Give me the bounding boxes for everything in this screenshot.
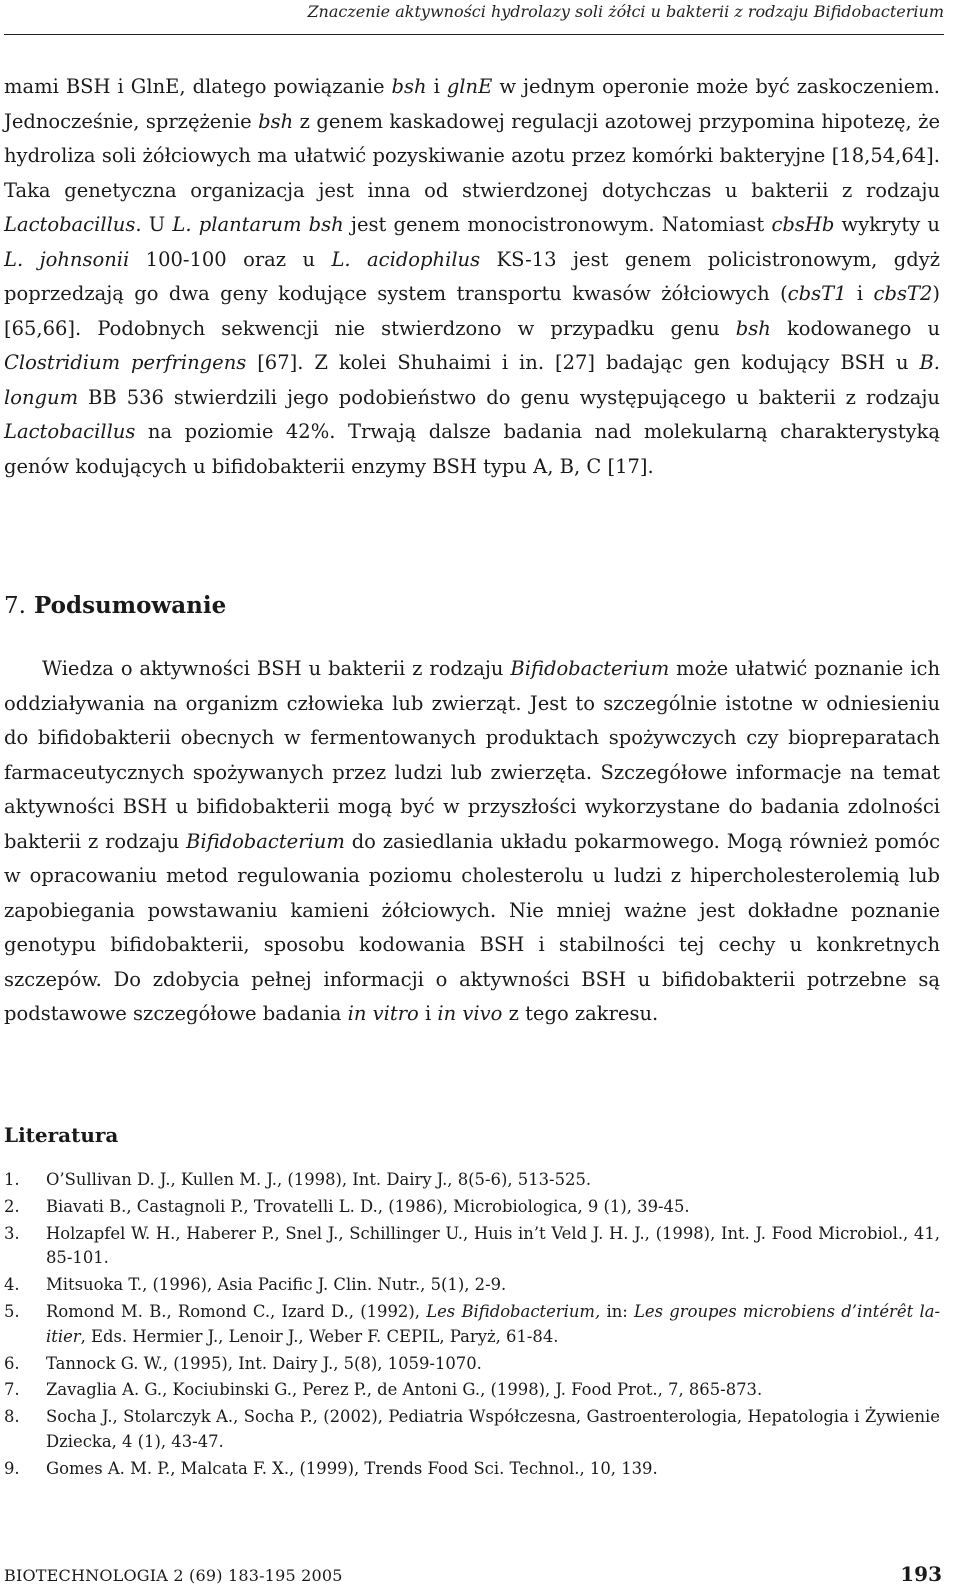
paragraph-1-run: ) [65,66]. Podobnych sekwencji nie stwierdzono w przypadku genu — [4, 282, 940, 340]
paragraph-1-run: cbsHb — [771, 213, 835, 236]
paragraph-1-run: i — [846, 282, 874, 305]
literature-heading: Literatura — [4, 1123, 119, 1147]
reference-text-run: Biavati B., Castagnoli P., Trovatelli L. D., (1986), Microbiologica, 9 (1), 39-45. — [46, 1196, 690, 1216]
reference-number: 6. — [4, 1353, 20, 1373]
paragraph-1-run: glnE — [446, 75, 493, 98]
reference-text-run: , Eds. Hermier J., Lenoir J., Weber F. CEPIL, Paryż, 61-84. — [80, 1326, 559, 1346]
reference-number: 1. — [4, 1170, 20, 1189]
paragraph-1-run: Clostridium perfringens — [4, 351, 247, 374]
reference-text-run: Les Bifidobacterium, — [426, 1301, 601, 1321]
paragraph-1-run: z genem kaskadowej regulacji azotowej przypomina hipotezę, że hydroliza soli żółciowych ma ułatwić pozyskiwanie azotu przez komórki bakteryjne [18,54,64]. Taka genetyczna organizacja jest inna od stwierdzonej dotychczas u bakterii z rodzaju — [4, 109, 940, 202]
reference-number: 3. — [4, 1223, 20, 1243]
paragraph-1-run: na poziomie 42%. Trwają dalsze badania nad molekularną charakterystyką genów kodujących u bifidobakterii enzymy BSH typu A, B, C [17]. — [4, 420, 940, 478]
reference-number: 2. — [4, 1196, 20, 1216]
running-header: Znaczenie aktywności hydrolazy soli żółci u bakterii z rodzaju Bifidobacterium — [307, 2, 944, 21]
reference-number: 7. — [4, 1380, 20, 1400]
reference-item — [4, 1378, 940, 1403]
paragraph-1-run: wykryty u — [834, 213, 940, 236]
reference-number: 9. — [4, 1458, 20, 1478]
paragraph-2-run: Wiedza o aktywności BSH u bakterii z rodzaju — [42, 657, 511, 680]
paragraph-1-run: bsh — [258, 109, 294, 133]
reference-item — [4, 1457, 940, 1482]
paragraph-1-run: bsh — [735, 316, 771, 340]
paragraph-1-run: . U — [135, 213, 173, 236]
paragraph-1-run: B. longum — [4, 351, 940, 409]
reference-text-run: Zavaglia A. G., Kociubinski G., Perez P., de Antoni G., (1998), J. Food Prot., 7, 865-873. — [46, 1380, 763, 1400]
reference-item — [4, 1168, 940, 1193]
footer-journal: BIOTECHNOLOGIA 2 (69) 183-195 2005 — [4, 1566, 343, 1585]
paragraph-1-run: jest genem monocistronowym. Natomiast — [343, 213, 772, 236]
paragraph-2-run: Bifidobacterium — [510, 657, 670, 680]
reference-text-run: Romond M. B., Romond C., Izard D., (1992), — [46, 1301, 427, 1321]
reference-item — [4, 1352, 940, 1377]
paragraph-1-run: Lactobacillus — [4, 213, 136, 236]
paragraph-2-run: może ułatwić poznanie ich oddziaływania na organizm człowieka lub zwierząt. Jest to szczególnie istotne w odniesieniu do bifidobakterii obecnych w fermentowanych produktach spożywczych czy biopreparatach farmaceutycznych spożywanych przez ludzi lub zwierzęta. Szczegółowe informacje na temat aktywności BSH u bifidobakterii mogą być w przyszłości wykorzystane do badania zdolności bakterii z rodzaju — [4, 657, 941, 853]
paragraph-1-run: bsh — [391, 75, 427, 98]
reference-item — [4, 1405, 940, 1455]
paragraph-2 — [4, 652, 940, 1032]
paragraph-1-run: cbsT2 — [873, 282, 933, 305]
reference-number: 4. — [4, 1275, 20, 1295]
paragraph-1-run: cbsT1 — [787, 282, 847, 305]
reference-number: 8. — [4, 1407, 20, 1427]
paragraph-1-run: mami BSH i GlnE, dlatego powiązanie — [4, 75, 392, 98]
reference-item — [4, 1300, 940, 1350]
reference-text-run: Gomes A. M. P., Malcata F. X., (1999), Trends Food Sci. Technol., 10, 139. — [46, 1458, 658, 1478]
header-rule — [4, 34, 944, 35]
reference-text-run: Socha J., Stolarczyk A., Socha P., (2002), Pediatria Współczesna, Gastroenterologia, Hepatologia i Żywienie Dziecka, 4 (1), 43-47. — [46, 1407, 940, 1451]
section-number: 7. — [4, 593, 26, 619]
reference-item — [4, 1273, 940, 1298]
paragraph-2-run: in vivo — [437, 1002, 503, 1025]
section-title: Podsumowanie — [33, 592, 227, 619]
paragraph-2-run: in vitro — [347, 1002, 419, 1025]
paragraph-1-run: BB 536 stwierdzili jego podobieństwo do genu występującego u bakterii z rodzaju — [78, 385, 940, 409]
paragraph-1-run: L. acidophilus — [331, 247, 481, 271]
reference-item — [4, 1195, 940, 1220]
paragraph-1-run: kodowanego u — [770, 316, 941, 340]
paragraph-1-run: [67]. Z kolei Shuhaimi i in. [27] badając gen kodujący BSH u — [246, 351, 920, 374]
paragraph-2-run: i — [418, 1002, 438, 1025]
paragraph-1-run: Lactobacillus — [4, 420, 136, 443]
reference-text-run: Les groupes microbiens d’intérêt laitier — [46, 1301, 941, 1346]
reference-text-run: Mitsuoka T., (1996), Asia Pacific J. Clin. Nutr., 5(1), 2-9. — [46, 1275, 507, 1295]
paragraph-2-run: z tego zakresu. — [502, 1002, 659, 1025]
paragraph-1-run: 100-100 oraz u — [129, 247, 332, 271]
reference-list — [4, 1168, 940, 1484]
reference-text-run: Tannock G. W., (1995), Int. Dairy J., 5(8), 1059-1070. — [46, 1353, 482, 1373]
paragraph-1-run: w jednym operonie może być zaskoczeniem. Jednocześnie, sprzężenie — [4, 75, 940, 133]
reference-item — [4, 1222, 940, 1272]
reference-text-run: in: — [600, 1301, 635, 1321]
reference-text-run: O’Sullivan D. J., Kullen M. J., (1998), Int. Dairy J., 8(5-6), 513-525. — [46, 1170, 592, 1189]
paragraph-2-run: do zasiedlania układu pokarmowego. Mogą również pomóc w opracowaniu metod regulowania poziomu cholesterolu u ludzi z hipercholesterolemią lub zapobiegania powstawaniu kamieni żółciowych. Nie mniej ważne jest dokładne poznanie genotypu bifidobakterii, sposobu kodowania BSH i stabilności tej cechy u konkretnych szczepów. Do zdobycia pełnej informacji o aktywności BSH u bifidobakterii potrzebne są podstawowe szczegółowe badania — [4, 829, 940, 1025]
paragraph-1-run: KS-13 jest genem policistronowym, gdyż poprzedzają go dwa geny kodujące system transportu kwasów żółciowych ( — [4, 247, 940, 305]
paragraph-1-run: i — [426, 75, 447, 98]
reference-number: 5. — [4, 1301, 20, 1321]
paragraph-1-run: L. johnsonii — [4, 247, 130, 271]
paragraph-1-run: L. plantarum bsh — [172, 213, 344, 236]
reference-text-run: Holzapfel W. H., Haberer P., Snel J., Schillinger U., Huis in’t Veld J. H. J., (1998), Int. J. Food Microbiol., 41, 85-101. — [46, 1223, 940, 1268]
paragraph-1 — [4, 70, 940, 484]
paragraph-2-run: Bifidobacterium — [186, 829, 345, 853]
section-heading — [4, 590, 226, 622]
footer-page-number: 193 — [900, 1562, 942, 1586]
